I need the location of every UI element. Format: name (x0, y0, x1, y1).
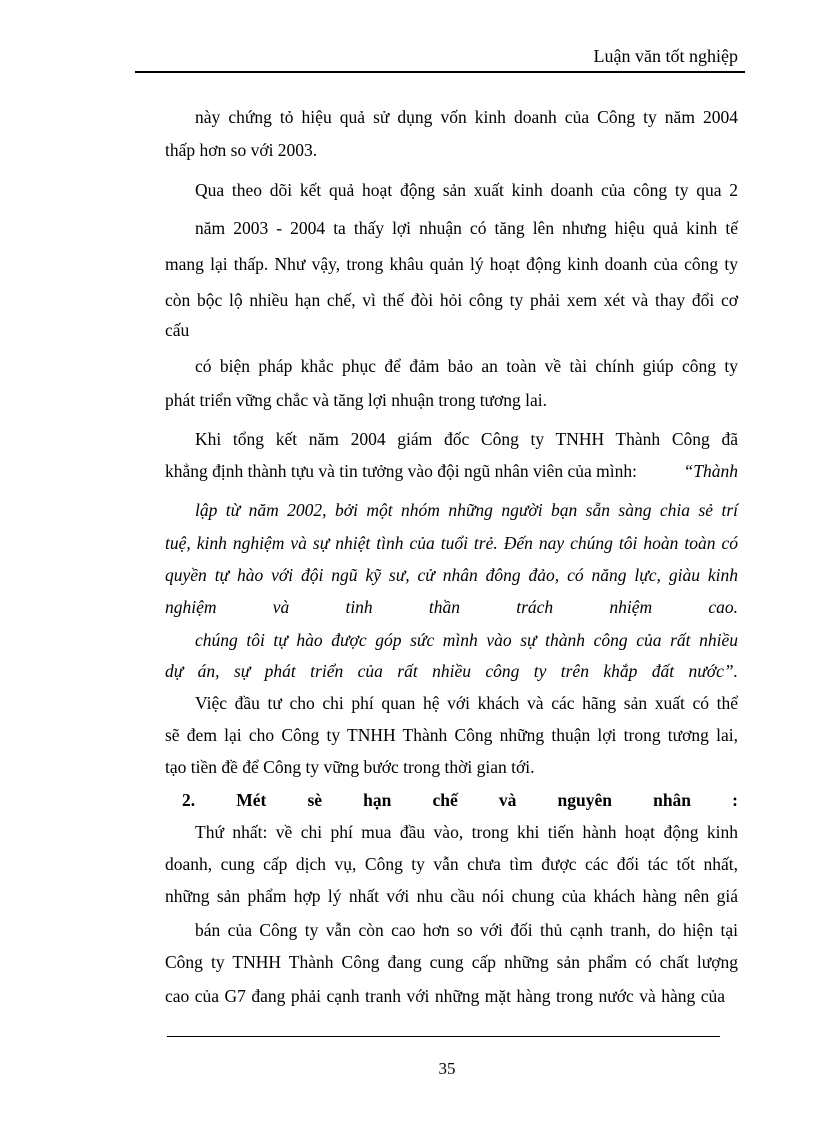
paragraph-line: cấu (165, 320, 190, 340)
paragraph-line: này chứng tỏ hiệu quả sử dụng vốn kinh doanh của Công ty năm 2004 (195, 107, 738, 127)
section-heading: 2. Mét sè hạn chế và nguyên nhân : (182, 790, 738, 810)
paragraph-line: Việc đầu tư cho chi phí quan hệ với khách và các hãng sản xuất có thể (195, 693, 738, 713)
paragraph-line: tạo tiền đề để Công ty vững bước trong thời gian tới. (165, 757, 535, 777)
quote-line: nghiệm và tinh thần trách nhiệm cao. (165, 597, 738, 617)
paragraph-line (165, 460, 738, 482)
quote-start: “Thành (683, 461, 738, 481)
paragraph-line: có biện pháp khắc phục để đảm bảo an toàn về tài chính giúp công ty (195, 356, 738, 376)
quote-line: lập từ năm 2002, bởi một nhóm những người bạn sẵn sàng chia sẻ trí (195, 500, 738, 520)
paragraph-line: doanh, cung cấp dịch vụ, Công ty vẫn chưa tìm được các đối tác tốt nhất, (165, 854, 738, 874)
quote-line: dự án, sự phát triển của rất nhiều công ty trên khắp đất nước”. (165, 661, 738, 681)
page-number: 35 (438, 1059, 456, 1078)
paragraph-line: phát triển vững chắc và tăng lợi nhuận trong tương lai. (165, 390, 548, 410)
paragraph-line: Qua theo dõi kết quả hoạt động sản xuất kinh doanh của công ty qua 2 (195, 180, 738, 200)
paragraph-line: thấp hơn so với 2003. (165, 140, 318, 160)
quote-line: quyền tự hào với đội ngũ kỹ sư, cử nhân đông đảo, có năng lực, giàu kinh (165, 565, 738, 585)
paragraph-line: Công ty TNHH Thành Công đang cung cấp những sản phẩm có chất lượng (165, 952, 738, 972)
running-header: Luận văn tốt nghiệp (593, 46, 738, 66)
paragraph-line: còn bộc lộ nhiều hạn chế, vì thế đòi hỏi công ty phải xem xét và thay đổi cơ (165, 290, 738, 310)
paragraph-line: những sản phẩm hợp lý nhất với nhu cầu nói chung của khách hàng nên giá (165, 886, 738, 906)
paragraph-line: Khi tổng kết năm 2004 giám đốc Công ty TNHH Thành Công đã (195, 429, 738, 449)
quote-line: chúng tôi tự hào được góp sức mình vào sự thành công của rất nhiều (195, 630, 738, 650)
paragraph-line: bán của Công ty vẫn còn cao hơn so với đối thủ cạnh tranh, do hiện tại (195, 920, 738, 940)
footer-rule (167, 1036, 720, 1037)
quote-line: tuệ, kinh nghiệm và sự nhiệt tình của tuổi trẻ. Đến nay chúng tôi hoàn toàn có (165, 533, 738, 553)
paragraph-line: mang lại thấp. Như vậy, trong khâu quản lý hoạt động kinh doanh của công ty (165, 254, 738, 274)
line-text: khẳng định thành tựu và tin tưởng vào đội ngũ nhân viên của mình: (165, 461, 637, 481)
paragraph-line: cao của G7 đang phải cạnh tranh với những mặt hàng trong nước và hàng của (165, 986, 725, 1006)
paragraph-line: Thứ nhất: về chi phí mua đầu vào, trong khi tiến hành hoạt động kinh (195, 822, 738, 842)
paragraph-line: năm 2003 - 2004 ta thấy lợi nhuận có tăng lên nhưng hiệu quả kinh tế (195, 218, 738, 238)
paragraph-line: sẽ đem lại cho Công ty TNHH Thành Công những thuận lợi trong tương lai, (165, 725, 738, 745)
header-rule (135, 71, 745, 73)
